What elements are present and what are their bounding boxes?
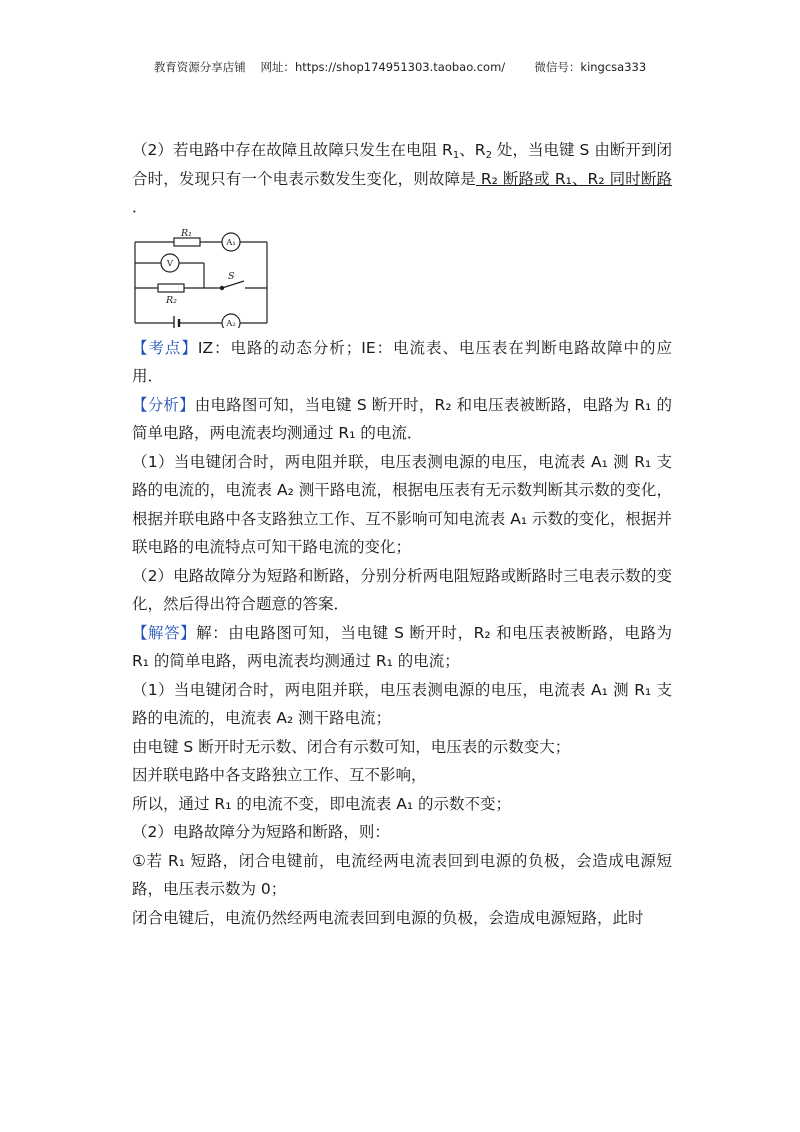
svg-text:A₁: A₁: [226, 237, 236, 248]
resistor-r2: [158, 284, 184, 292]
shop-name: 教育资源分享店铺: [153, 60, 246, 74]
jieda-line: 因并联电路中各支路独立工作、互不影响，: [132, 766, 427, 784]
jieda-line: （1）当电键闭合时，两电阻并联，电压表测电源的电压，电流表 A₁ 测 R₁ 支路的电流的，电流表 A₂ 测干路电流；: [132, 680, 672, 727]
fenxi-paragraph-2: （2）电路故障分为短路和断路，分别分析两电阻短路或断路时三电表示数的变化，然后得出符合题意的答案．: [132, 566, 672, 613]
jieda-tag: 【解答】: [132, 623, 197, 642]
svg-text:R₁: R₁: [181, 227, 192, 239]
fenxi-tag: 【分析】: [132, 395, 195, 414]
answer-blank: R₂ 断路或 R₁、R₂ 同时断路: [475, 169, 672, 188]
jieda-line: （2）电路故障分为短路和断路，则：: [132, 823, 390, 841]
jieda-line: ①若 R₁ 短路，闭合电键前，电流经两电流表回到电源的负极，会造成电源短路，电压表示数为 0；: [132, 851, 672, 898]
wechat-id: kingcsa333: [580, 60, 647, 74]
circuit-diagram: [132, 228, 277, 328]
resistor-r1: [174, 238, 200, 246]
jieda-line: 所以，通过 R₁ 的电流不变，即电流表 A₁ 的示数不变；: [132, 794, 512, 813]
fenxi-paragraph-1: （1）当电键闭合时，两电阻并联，电压表测电源的电压，电流表 A₁ 测 R₁ 支路的电流的，电流表 A₂ 测干路电流，根据电压表有无示数判断其示数的变化，根据并联电路中各支路独立工作、互不影响可知电流表 A₁ 示数的变化，根据并联电路的电流特点可知干路电流的变化；: [132, 452, 672, 556]
kaodian-tag: 【考点】: [132, 338, 198, 357]
switch-s: [222, 281, 244, 288]
shop-url[interactable]: https://shop174951303.taobao.com/: [294, 60, 506, 74]
jieda: 【解答】解：由电路图可知，当电键 S 断开时，R₂ 和电压表被断路，电路为 R₁ 的简单电路，两电流表均测通过 R₁ 的电流；: [132, 623, 672, 670]
fenxi: 【分析】由电路图可知，当电键 S 断开时，R₂ 和电压表被断路，电路为 R₁ 的简单电路，两电流表均测通过 R₁ 的电流．: [132, 395, 672, 442]
svg-text:V: V: [166, 258, 174, 269]
wechat-label: 微信号：: [534, 60, 581, 74]
document-body: [132, 136, 672, 932]
page-header: [0, 59, 800, 75]
jieda-line: 由电键 S 断开时无示数、闭合有示数可知，电压表的示数变大；: [132, 737, 571, 756]
svg-text:S: S: [228, 270, 235, 282]
url-label: 网址：: [260, 60, 295, 74]
jieda-line: 闭合电键后，电流仍然经两电流表回到电源的负极，会造成电源短路，此时: [132, 908, 644, 927]
svg-text:A₂: A₂: [226, 318, 236, 328]
kaodian: 【考点】IZ：电路的动态分析；IE：电流表、电压表在判断电路故障中的应用．: [132, 338, 672, 385]
svg-text:R₂: R₂: [166, 294, 177, 306]
question-2: （2）若电路中存在故障且故障只发生在电阻 $R_1$、$R_2$ 处，当电键 S 由断开到闭合时，发现只有一个电表示数发生变化，则故障是 R₂ 断路或 R₁、R₂ 同时断路 ．: [132, 141, 672, 216]
